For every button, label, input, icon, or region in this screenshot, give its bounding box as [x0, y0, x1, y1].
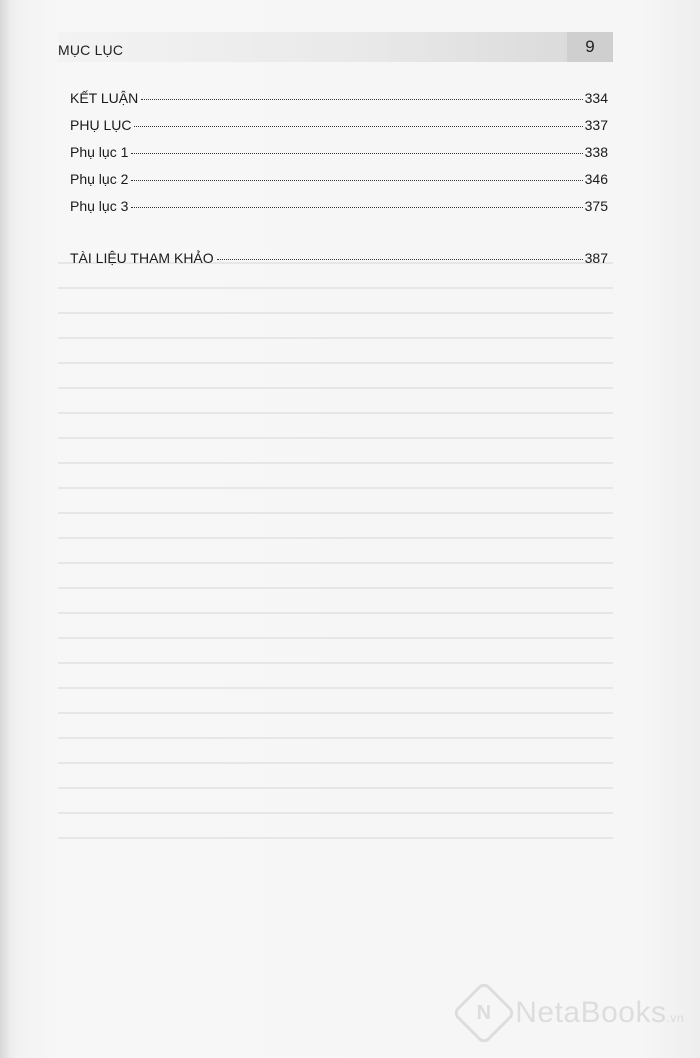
toc-entry-label: Phụ lục 3	[70, 198, 129, 214]
toc-entry-label: TÀI LIỆU THAM KHẢO	[70, 250, 214, 266]
toc-entry-page: 346	[584, 171, 608, 187]
section-gap	[70, 225, 608, 250]
toc-entry-page: 387	[584, 250, 608, 266]
logo-letter: N	[477, 1001, 492, 1024]
dot-leader	[134, 126, 582, 127]
toc-entry-page: 334	[584, 90, 608, 106]
watermark-text	[515, 996, 684, 1030]
toc-entry-label: Phụ lục 1	[70, 144, 129, 160]
toc-entry-phu-luc-3[interactable]	[70, 198, 608, 225]
dot-leader	[131, 153, 582, 154]
dot-leader	[217, 259, 583, 260]
dot-leader	[131, 207, 582, 208]
watermark-suffix: .vn	[666, 1011, 684, 1025]
toc-entry-page: 338	[584, 144, 608, 160]
dot-leader	[131, 180, 582, 181]
watermark-brand: NetaBooks	[515, 996, 667, 1029]
bleed-through-text	[58, 262, 613, 982]
toc-entry-phu-luc-1[interactable]	[70, 144, 608, 171]
page-spine-shadow	[0, 0, 10, 1058]
toc-entry-page: 375	[584, 198, 608, 214]
toc-entry-phu-luc[interactable]	[70, 117, 608, 144]
table-of-contents	[70, 90, 608, 277]
netabooks-logo-icon	[452, 980, 517, 1045]
toc-entry-tai-lieu-tham-khao[interactable]	[70, 250, 608, 277]
running-header	[58, 32, 613, 62]
page-number: 9	[567, 32, 613, 62]
toc-entry-phu-luc-2[interactable]	[70, 171, 608, 198]
netabooks-watermark	[461, 990, 684, 1036]
toc-entry-label: PHỤ LỤC	[70, 117, 132, 133]
toc-entry-label: Phụ lục 2	[70, 171, 129, 187]
dot-leader	[141, 99, 582, 100]
toc-entry-label: KẾT LUẬN	[70, 90, 139, 106]
toc-entry-ket-luan[interactable]	[70, 90, 608, 117]
header-title: MỤC LỤC	[58, 42, 124, 58]
toc-entry-page: 337	[584, 117, 608, 133]
